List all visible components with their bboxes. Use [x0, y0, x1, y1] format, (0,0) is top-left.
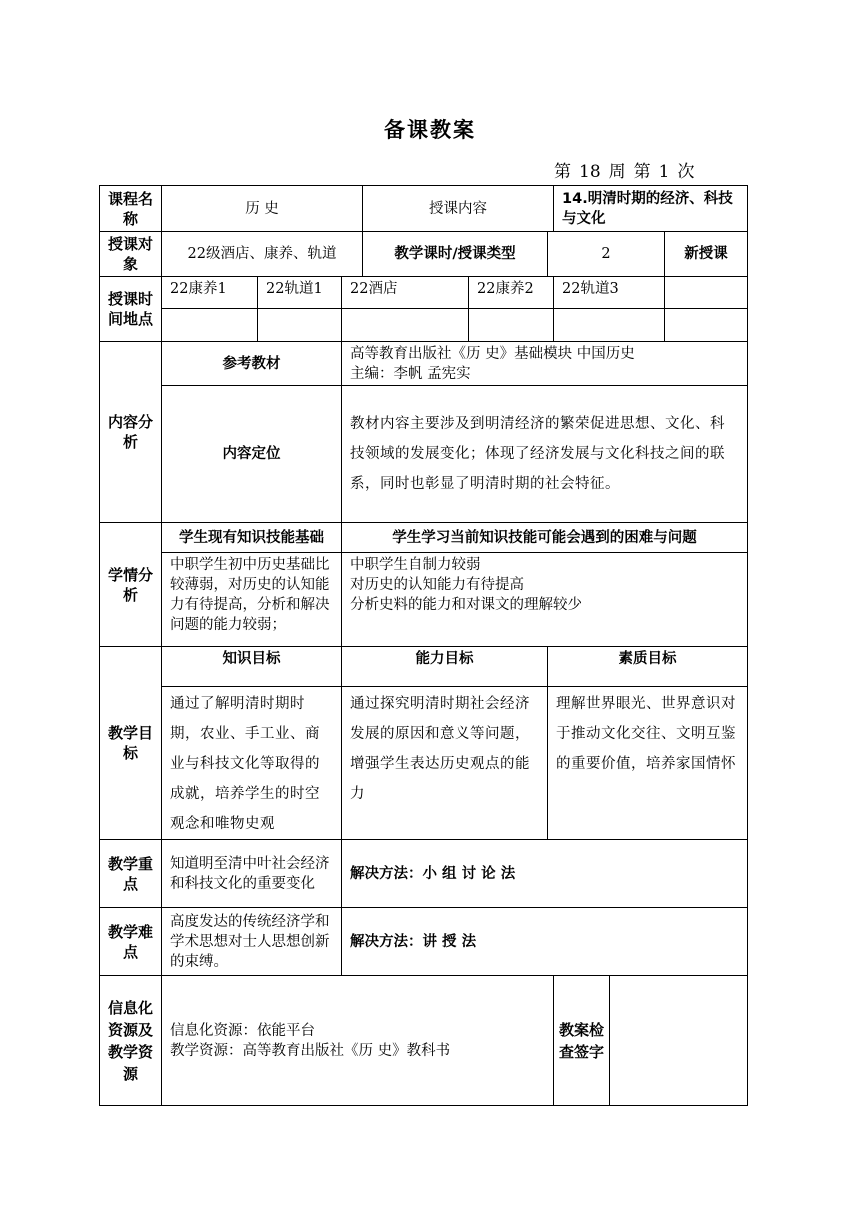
- class-cell: 22轨道3: [554, 277, 665, 309]
- teaching-goals-label: 教学目标: [100, 647, 162, 840]
- key-points-row: [100, 840, 748, 908]
- blank-cell: [665, 309, 748, 342]
- goals-header-row: [100, 647, 748, 687]
- content-analysis-label: 内容分析: [100, 342, 162, 523]
- knowledge-goal-text: 通过了解明清时期时期，农业、手工业、商业与科技文化等取得的成就，培养学生的时空观念和唯物史观: [162, 687, 342, 840]
- student-analysis-header-row: [100, 523, 748, 553]
- class-cell: 22康养2: [469, 277, 554, 309]
- difficulties-row: [100, 908, 748, 976]
- resources-row: [100, 976, 748, 1106]
- audience-label: 授课对象: [100, 232, 162, 277]
- time-place-label: 授课时间地点: [100, 277, 162, 342]
- lesson-check-signature-field[interactable]: [610, 976, 748, 1106]
- lesson-plan-table: [99, 185, 748, 1106]
- key-points-label: 教学重点: [100, 840, 162, 908]
- lesson-content-value: 14.明清时期的经济、科技与文化: [554, 186, 748, 232]
- difficulties-label: 教学难点: [100, 908, 162, 976]
- content-position-label: 内容定位: [162, 386, 342, 523]
- week-indicator: 第 18 周 第 1 次: [554, 162, 695, 182]
- lesson-type-value: 新授课: [665, 232, 748, 277]
- student-analysis-body-row: [100, 553, 748, 647]
- page-title: 备课教案: [384, 118, 476, 142]
- time-place-row-2: [100, 309, 748, 342]
- blank-cell: [258, 309, 342, 342]
- ability-goal-header: 能力目标: [342, 647, 548, 687]
- key-points-text: 知道明至清中叶社会经济和科技文化的重要变化: [162, 840, 342, 908]
- hours-value: 2: [548, 232, 665, 277]
- course-name-value: 历 史: [162, 186, 363, 232]
- blank-cell: [554, 309, 665, 342]
- goals-body-row: [100, 687, 748, 840]
- course-name-label: 课程名称: [100, 186, 162, 232]
- audience-value: 22级酒店、康养、轨道: [162, 232, 363, 277]
- difficulties-method: 解决方法：讲 授 法: [342, 908, 748, 976]
- class-cell: 22康养1: [162, 277, 258, 309]
- lesson-content-label: 授课内容: [363, 186, 554, 232]
- knowledge-goal-header: 知识目标: [162, 647, 342, 687]
- lesson-check-signature-label: 教案检查签字: [554, 976, 610, 1106]
- class-cell: [665, 277, 748, 309]
- resources-text: 信息化资源：依能平台 教学资源：高等教育出版社《历 史》教科书: [162, 976, 554, 1106]
- class-cell: 22轨道1: [258, 277, 342, 309]
- difficulties-text: 高度发达的传统经济学和学术思想对士人思想创新的束缚。: [162, 908, 342, 976]
- time-place-row: [100, 277, 748, 309]
- blank-cell: [162, 309, 258, 342]
- class-cell: 22酒店: [342, 277, 469, 309]
- existing-knowledge-text: 中职学生初中历史基础比较薄弱，对历史的认知能力有待提高，分析和解决问题的能力较弱；: [162, 553, 342, 647]
- existing-knowledge-header: 学生现有知识技能基础: [162, 523, 342, 553]
- quality-goal-text: 理解世界眼光、世界意识对于推动文化交往、文明互鉴的重要价值，培养家国情怀: [548, 687, 748, 840]
- key-points-method: 解决方法：小 组 讨 论 法: [342, 840, 748, 908]
- course-row: [100, 186, 748, 232]
- resources-label: 信息化资源及教学资源: [100, 976, 162, 1106]
- learning-difficulties-text: 中职学生自制力较弱 对历史的认知能力有待提高 分析史料的能力和对课文的理解较少: [342, 553, 748, 647]
- student-analysis-label: 学情分析: [100, 523, 162, 647]
- blank-cell: [469, 309, 554, 342]
- content-analysis-row: [100, 342, 748, 386]
- quality-goal-header: 素质目标: [548, 647, 748, 687]
- content-position-row: [100, 386, 748, 523]
- reference-textbook-label: 参考教材: [162, 342, 342, 386]
- blank-cell: [342, 309, 469, 342]
- learning-difficulties-header: 学生学习当前知识技能可能会遇到的困难与问题: [342, 523, 748, 553]
- content-position-text: 教材内容主要涉及到明清经济的繁荣促进思想、文化、科技领域的发展变化；体现了经济发展与文化科技之间的联系，同时也彰显了明清时期的社会特征。: [342, 386, 748, 523]
- hours-type-label: 教学课时/授课类型: [363, 232, 548, 277]
- ability-goal-text: 通过探究明清时期社会经济发展的原因和意义等问题，增强学生表达历史观点的能力: [342, 687, 548, 840]
- audience-row: [100, 232, 748, 277]
- reference-textbook-value: 高等教育出版社《历 史》基础模块 中国历史 主编：李帆 孟宪实: [342, 342, 748, 386]
